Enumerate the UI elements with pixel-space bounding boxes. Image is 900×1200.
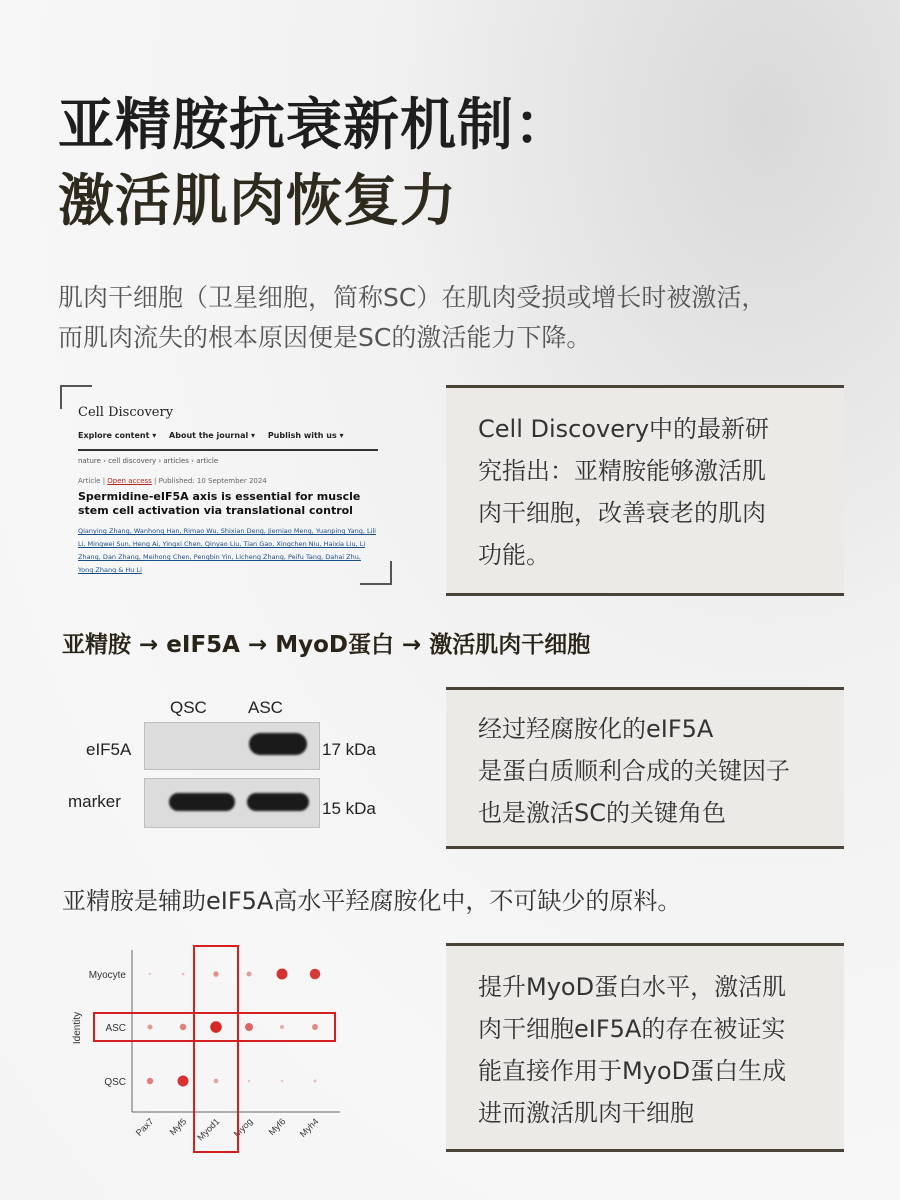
- western-blot: [60, 692, 400, 842]
- dot-qsc-myog: [248, 1080, 251, 1083]
- dot-asc-myod1: [210, 1021, 222, 1033]
- paper-published-date: Published: 10 September 2024: [158, 477, 267, 485]
- dot-myocyte-myog: [247, 972, 252, 977]
- identity-label-qsc: QSC: [104, 1077, 126, 1088]
- dot-myocyte-pax7: [149, 973, 152, 976]
- dot-asc-pax7: [148, 1025, 153, 1030]
- paper-authors[interactable]: Qianying Zhang, Wanhong Han, Rimao Wu, Shixian Deng, Jiemiao Meng, Yuanping Yang, Lili Li, Mingwei Sun, Heng Ai, Yingxi Chen, Qinyao Liu, Tian Gao, Xingchen Niu, Haixia Liu, Li Zhang, Dan Zhang, Meihong Chen, Pengbin Yin, Licheng Zhang, Peifu Tang, Dahai Zhu, Yong Zhang & Hu Li: [78, 527, 376, 574]
- box3-line-3: 能直接作用于MyoD蛋白生成: [478, 1057, 787, 1085]
- paper-nav-about[interactable]: About the journal ▾: [169, 431, 256, 440]
- gene-label-myod1: Myod1: [195, 1116, 222, 1143]
- identity-label-asc: ASC: [105, 1023, 126, 1034]
- paper-divider: [78, 449, 378, 451]
- dot-qsc-myod1: [214, 1079, 219, 1084]
- paper-article-title: Spermidine-eIF5A axis is essential for muscle stem cell activation via translational control: [78, 490, 361, 517]
- dot-qsc-myh4: [314, 1080, 317, 1083]
- box3-line-2: 肉干细胞eIF5A的存在被证实: [478, 1015, 786, 1043]
- box2-line-1: 经过羟腐胺化的eIF5A: [478, 715, 714, 743]
- blot-lane-marker: [144, 778, 320, 828]
- intro-line-2: 而肌肉流失的根本原因便是SC的激活能力下降。: [58, 323, 592, 352]
- blot-row-marker: marker: [68, 792, 121, 811]
- page-title: [58, 88, 571, 240]
- blot-lane-eif5a: [144, 722, 320, 770]
- intro-paragraph: [58, 278, 848, 358]
- pathway-heading: 亚精胺 → eIF5A → MyoD蛋白 → 激活肌肉干细胞: [62, 632, 591, 658]
- box3-line-4: 进而激活肌肉干细胞: [478, 1099, 694, 1127]
- callout-box-cell-discovery: [446, 385, 844, 596]
- box2-line-2: 是蛋白质顺利合成的关键因子: [478, 757, 790, 785]
- dot-myocyte-myf5: [182, 973, 185, 976]
- paper-nav-publish[interactable]: Publish with us ▾: [267, 431, 344, 440]
- y-axis-label: Identity: [72, 1011, 83, 1045]
- box2-line-3: 也是激活SC的关键角色: [478, 799, 726, 827]
- box1-line-1: Cell Discovery中的最新研: [478, 415, 770, 443]
- gene-label-myog: Myog: [231, 1116, 255, 1139]
- dot-qsc-myf6: [281, 1080, 284, 1083]
- dot-asc-myf5: [180, 1024, 187, 1031]
- intro-line-1: 肌肉干细胞（卫星细胞，简称SC）在肌肉受损或增长时被激活，: [58, 283, 767, 312]
- box1-line-4: 功能。: [478, 541, 550, 569]
- paper-meta: Article | Open access | Published: 10 September 2024: [78, 477, 267, 485]
- blot-band-marker-qsc: [169, 793, 235, 811]
- paper-breadcrumb[interactable]: nature › cell discovery › articles › article: [78, 457, 219, 465]
- box3-line-1: 提升MyoD蛋白水平，激活肌: [478, 973, 787, 1001]
- dot-qsc-myf5: [178, 1076, 189, 1087]
- box1-line-3: 肉干细胞，改善衰老的肌肉: [478, 499, 766, 527]
- dot-plot-svg: [60, 940, 350, 1155]
- dot-asc-myf6: [280, 1025, 284, 1029]
- blot-band-marker-asc: [247, 793, 309, 811]
- paper-journal-name: Cell Discovery: [78, 405, 174, 420]
- dot-qsc-pax7: [147, 1078, 154, 1085]
- gene-label-myf5: Myf5: [167, 1116, 189, 1138]
- paper-nav-explore[interactable]: Explore content ▾: [78, 431, 157, 440]
- title-line-1: 亚精胺抗衰新机制：: [58, 93, 571, 158]
- blot-row-eif5a: eIF5A: [86, 740, 132, 759]
- blot-col-qsc: QSC: [170, 698, 207, 717]
- callout-box-myod: [446, 943, 844, 1152]
- dot-plot-chart: [60, 940, 350, 1155]
- dot-myocyte-myh4: [310, 969, 321, 980]
- dot-myocyte-myf6: [277, 969, 288, 980]
- gene-label-myh4: Myh4: [297, 1116, 321, 1139]
- paper-open-access[interactable]: Open access: [107, 477, 152, 485]
- box1-line-2: 究指出：亚精胺能够激活肌: [478, 457, 766, 485]
- blot-band-eif5a-asc: [249, 733, 307, 755]
- dot-myocyte-myod1: [213, 971, 219, 977]
- paper-screenshot: [60, 385, 392, 585]
- identity-label-myocyte: Myocyte: [88, 970, 126, 981]
- title-line-2: 激活肌肉恢复力: [58, 169, 457, 234]
- blot-size-15kda: 15 kDa: [322, 799, 376, 818]
- paper-nav: [78, 431, 354, 440]
- gene-label-myf6: Myf6: [266, 1116, 288, 1138]
- dot-asc-myog: [245, 1023, 253, 1031]
- paper-meta-type: Article: [78, 477, 101, 485]
- blot-col-asc: ASC: [248, 698, 283, 717]
- key-sentence: 亚精胺是辅助eIF5A高水平羟腐胺化中，不可缺少的原料。: [62, 887, 682, 915]
- callout-box-eif5a: [446, 687, 844, 849]
- dot-asc-myh4: [312, 1024, 318, 1030]
- gene-label-pax7: Pax7: [133, 1116, 156, 1138]
- blot-size-17kda: 17 kDa: [322, 740, 376, 759]
